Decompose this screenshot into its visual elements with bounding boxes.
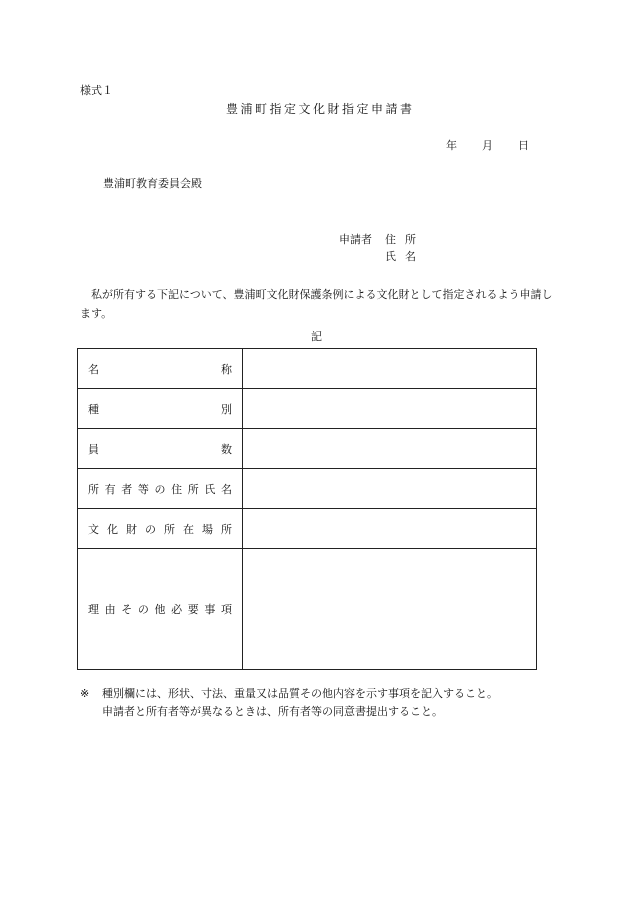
applicant-address-label: 住所 — [385, 233, 425, 246]
body-text: 私が所有する下記について、豊浦町文化財保護条例による文化財として指定されるよう申請します。 — [80, 288, 553, 320]
table-row-count — [78, 429, 537, 469]
date-line — [446, 137, 529, 153]
row-label-text: 員 数 — [88, 442, 232, 456]
addressee: 豊浦町教育委員会殿 — [103, 177, 202, 190]
applicant-label: 申請者 — [339, 233, 372, 246]
note-mark: ※ — [80, 687, 90, 700]
ki-heading: 記 — [311, 330, 322, 343]
row-label-type — [78, 389, 243, 429]
row-label-owner — [78, 469, 243, 509]
form-number: 様式１ — [80, 84, 113, 97]
date-month: 月 — [482, 139, 493, 152]
table-row-name — [78, 349, 537, 389]
row-label-text: 理 由 そ の 他 必 要 事 項 — [88, 603, 232, 616]
value-cell-reason[interactable] — [243, 549, 537, 670]
note-1-text: 種別欄には、形状、寸法、重量又は品質その他内容を示す事項を記入すること。 — [102, 687, 498, 700]
items-table — [77, 348, 537, 670]
note-2: 申請者と所有者等が異なるときは、所有者等の同意書提出すること。 — [102, 705, 443, 718]
row-label-name — [78, 349, 243, 389]
table-row-type — [78, 389, 537, 429]
row-label-text: 名 称 — [88, 362, 232, 376]
row-label-reason — [78, 549, 243, 670]
table-row-reason — [78, 549, 537, 670]
table-row-owner — [78, 469, 537, 509]
applicant-name-label: 氏名 — [385, 250, 425, 263]
row-label-count — [78, 429, 243, 469]
row-label-location — [78, 509, 243, 549]
date-year: 年 — [446, 139, 457, 152]
note-1 — [80, 685, 498, 701]
value-cell-location[interactable] — [243, 509, 537, 549]
value-cell-owner[interactable] — [243, 469, 537, 509]
page-title: 豊浦町指定文化財指定申請書 — [226, 102, 415, 116]
value-cell-name[interactable] — [243, 349, 537, 389]
row-label-text: 種 別 — [88, 402, 232, 416]
date-day: 日 — [518, 139, 529, 152]
value-cell-type[interactable] — [243, 389, 537, 429]
value-cell-count[interactable] — [243, 429, 537, 469]
row-label-text: 文 化 財 の 所 在 場 所 — [88, 522, 232, 536]
table-row-location — [78, 509, 537, 549]
row-label-text: 所 有 者 等 の 住 所 氏 名 — [88, 482, 232, 496]
